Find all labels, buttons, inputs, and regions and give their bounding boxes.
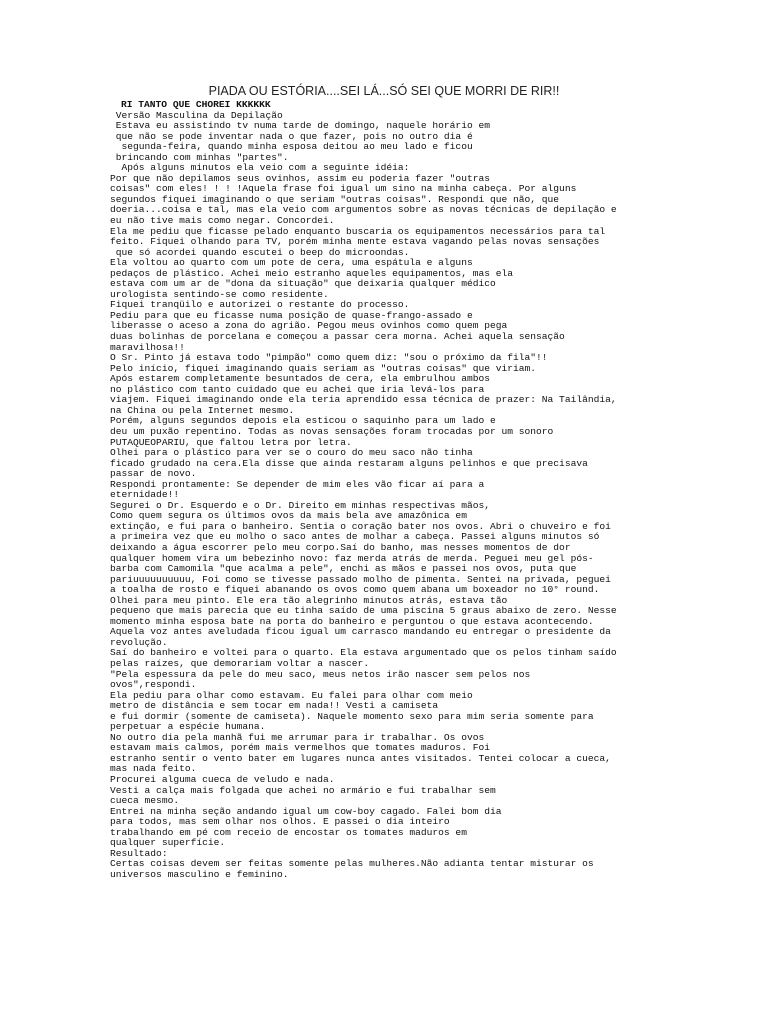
document-line: barba com Camomila "que acalma a pele", enchi as mãos e passei nos ovos, puta que	[110, 563, 577, 575]
document-line: Olhei para o plástico para ver se o couro do meu saco não tinha	[110, 447, 473, 459]
document-line: Pelo início, fiquei imaginando quais seriam as "outras coisas" que viriam.	[110, 362, 537, 374]
document-line: Após alguns minutos ela veio com a seguinte idéia:	[110, 162, 410, 174]
document-line: cueca mesmo.	[110, 795, 180, 807]
document-line: Fiquei tranqüilo e autorizei o restante do processo.	[110, 299, 410, 311]
document-line: perpetuar a espécie humana.	[110, 721, 266, 733]
document-line: revolução.	[110, 636, 168, 648]
document-line: que não se pode inventar nada o que fazer, pois no outro dia é	[110, 130, 473, 142]
document-line: doeria...coisa e tal, mas ela veio com argumentos sobre as novas técnicas de depilação e	[110, 204, 617, 216]
document-line: "Pela espessura da pele do meu saco, meus netos irão nascer sem pelos nos	[110, 668, 531, 680]
document-line: universos masculino e feminino.	[110, 868, 289, 880]
document-line: feito. Fiquei olhando para TV, porém minha mente estava vagando pelas novas sensações	[110, 236, 600, 248]
document-line: ficado grudado na cera.Ela disse que ainda restaram alguns pelinhos e que precisava	[110, 457, 588, 469]
document-line: Como quem segura os últimos ovos da mais bela ave amazônica em	[110, 510, 467, 522]
document-line: na China ou pela Internet mesmo.	[110, 404, 295, 416]
document-line: Ela voltou ao quarto com um pote de cera, uma espátula e alguns	[110, 257, 473, 269]
document-line: Por que não depilamos seus ovinhos, assim eu poderia fazer "outras	[110, 172, 490, 184]
document-line: e fui dormir (somente de camiseta). Naquele momento sexo para mim seria somente para	[110, 710, 594, 722]
document-line: pequeno que mais parecia que eu tinha saído de uma piscina 5 graus abaixo de zero. Nesse	[110, 605, 617, 617]
document-line: para todos, mas sem olhar nos olhos. E passei o dia inteiro	[110, 816, 450, 828]
document-line: pedaços de plástico. Achei meio estranho aqueles equipamentos, mas ela	[110, 267, 514, 279]
document-line: a primeira vez que eu molho o saco antes de molhar a cabeça. Passei alguns minutos só	[110, 531, 600, 543]
document-line: Segurei o Dr. Esquerdo e o Dr. Direito em minhas respectivas mãos,	[110, 499, 490, 511]
document-line: pariuuuuuuuuuu, Foi como se tivesse passado molho de pimenta. Sentei na privada, peguei	[110, 573, 611, 585]
document-line: Olhei para meu pinto. Ele era tão alegrinho minutos atrás, estava tão	[110, 594, 508, 606]
document-line: liberasse o aceso a zona do agrião. Pegou meus ovinhos como quem pega	[110, 320, 508, 332]
document-line: maravilhosa!!	[110, 341, 185, 353]
document-title: PIADA OU ESTÓRIA....SEI LÁ...SÓ SEI QUE MORRI DE RIR!!	[208, 84, 560, 98]
document-line: qualquer homem vira um bebezinho novo: faz merda atrás de merda. Peguei meu gel pós-	[110, 552, 594, 564]
document-line: PUTAQUEOPARIU, que faltou letra por letra.	[110, 436, 352, 448]
document-line: mas nada feito.	[110, 763, 197, 775]
document-line: coisas" com eles! ! ! !Aquela frase foi igual um sino na minha cabeça. Por alguns	[110, 183, 577, 195]
document-line: No outro dia pela manhã fui me arrumar para ir trabalhar. Os ovos	[110, 731, 485, 743]
document-line: estranho sentir o vento bater em lugares nunca antes visitados. Tentei colocar a cueca,	[110, 752, 611, 764]
document-line: eternidade!!	[110, 489, 180, 501]
document-line: Estava eu assistindo tv numa tarde de domingo, naquele horário em	[110, 120, 490, 132]
document-line: Ela me pediu que ficasse pelado enquanto buscaria os equipamentos necessários para tal	[110, 225, 606, 237]
document-line: deu um puxão repentino. Todas as novas sensações foram trocadas por um sonoro	[110, 425, 554, 437]
document-line: qualquer superfície.	[110, 837, 226, 849]
document-line: no plástico com tanto cuidado que eu achei que iria levá-los para	[110, 383, 485, 395]
document-line: segunda-feira, quando minha esposa deitou ao meu lado e ficou	[110, 141, 473, 153]
document-line: ovos",respondi.	[110, 679, 197, 691]
document-line: metro de distância e sem tocar em nada!! Vesti a camiseta	[110, 700, 439, 712]
document-line: momento minha esposa bate na porta do banheiro e perguntou o que estava acontecendo.	[110, 615, 594, 627]
document-line: a toalha de rosto e fiquei abanando os ovos como quem abana um boxeador no 10° round.	[110, 584, 600, 596]
document-heading: RI TANTO QUE CHOREI KKKKKK	[121, 99, 271, 110]
document-line: Vesti a calça mais folgada que achei no armário e fui trabalhar sem	[110, 784, 496, 796]
document-line: viajem. Fiquei imaginando onde ela teria aprendido essa técnica de prazer: Na Tailândia,	[110, 394, 617, 406]
document-line: segundos fiquei imaginando o que seriam "outras coisas". Respondi que não, que	[110, 193, 560, 205]
document-line: Respondi prontamente: Se depender de mim eles vão ficar aí para a	[110, 478, 485, 490]
document-line: Procurei alguma cueca de veludo e nada.	[110, 774, 335, 785]
document-line: Porém, alguns segundos depois ela esticou o saquinho para um lado e	[110, 415, 496, 427]
document-line: estavam mais calmos, porém mais vermelhos que tomates maduros. Foi	[110, 742, 490, 754]
document-line: brincando com minhas "partes".	[110, 151, 289, 163]
document-line: passar de novo.	[110, 468, 197, 480]
document-line: pelas raízes, que demorariam voltar a nascer.	[110, 657, 370, 669]
document-line: extinção, e fui para o banheiro. Sentia o coração bater nos ovos. Abri o chuveiro e foi	[110, 520, 611, 532]
document-line: Saí do banheiro e voltei para o quarto. Ela estava argumentado que os pelos tinham saído	[110, 647, 617, 659]
document-line: trabalhando em pé com receio de encostar os tomates maduros em	[110, 826, 467, 838]
document-line: Entrei na minha seção andando igual um cow-boy cagado. Falei bom dia	[110, 805, 502, 817]
document-line: estava com um ar de "dona da situação" que deixaria qualquer médico	[110, 278, 496, 290]
document-line: Após estarem completamente besuntados de cera, ela embrulhou ambos	[110, 373, 490, 385]
document-line: Ela pediu para olhar como estavam. Eu falei para olhar com meio	[110, 689, 473, 701]
document-body	[110, 100, 670, 880]
document-line: duas bolinhas de porcelana e começou a passar cera morna. Achei aquela sensação	[110, 331, 565, 343]
document-line: Aquela voz antes aveludada ficou igual um carrasco mandando eu entregar o presidente da	[110, 626, 611, 638]
document-line: urologista sentindo-se como residente.	[110, 288, 329, 300]
document-line: O Sr. Pinto já estava todo "pimpão" como quem diz: "sou o próximo da fila"!!	[110, 352, 548, 364]
document-line: Pediu para que eu ficasse numa posição de quase-frango-assado e	[110, 309, 473, 321]
document-line: deixando a água escorrer pelo meu corpo.Saí do banho, mas nesses momentos de dor	[110, 541, 571, 553]
document-line: Resultado:	[110, 847, 168, 859]
document-line: Versão Masculina da Depilação	[110, 109, 283, 121]
document-line: Certas coisas devem ser feitas somente pelas mulheres.Não adianta tentar misturar os	[110, 858, 594, 870]
document-line: eu não tive mais como negar. Concordei.	[110, 215, 335, 227]
document-line: que só acordei quando escutei o beep do microondas.	[110, 246, 410, 258]
